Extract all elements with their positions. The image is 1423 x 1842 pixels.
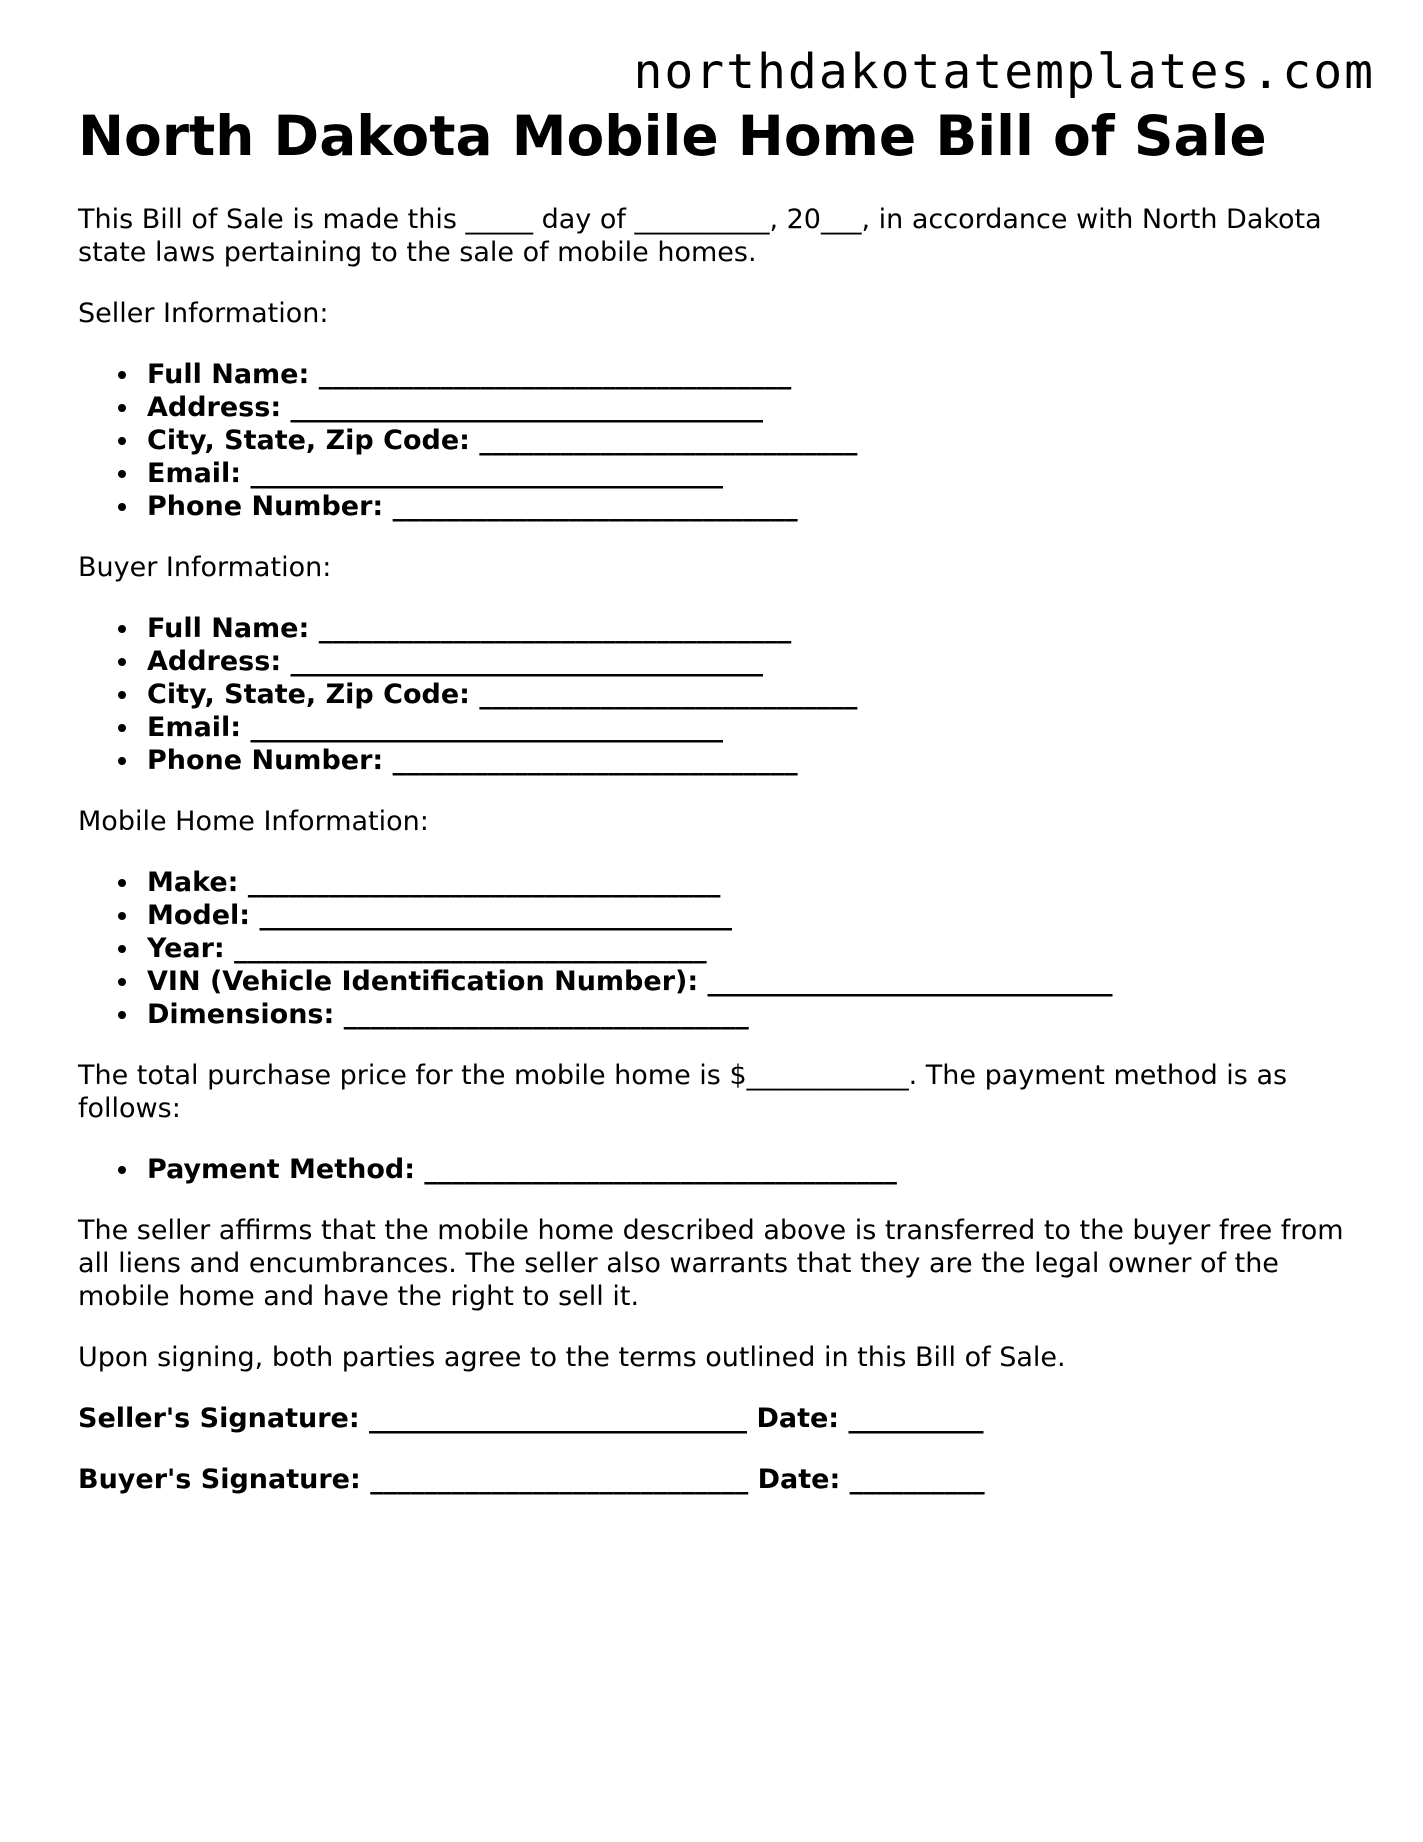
- affirmation-paragraph: The seller affirms that the mobile home described above is transferred to the buyer free from all liens and encumbrances. The seller also warrants that they are the legal owner of the mobile home and have the right to sell it.: [78, 1215, 1344, 1312]
- model-field: Model: ___________________________________: [118, 899, 1348, 932]
- buyer-city-state-zip-field: City, State, Zip Code: ____________________________: [118, 678, 1348, 711]
- mobile-home-heading: Mobile Home Information:: [78, 806, 429, 837]
- site-watermark: northdakotatemplates.com: [633, 44, 1375, 100]
- mobile-home-field-list: [78, 866, 1348, 1031]
- seller-full-name-field: Full Name: ___________________________________: [118, 358, 1348, 391]
- dimensions-field: Dimensions: ______________________________: [118, 998, 1348, 1031]
- seller-city-state-zip-field: City, State, Zip Code: ____________________________: [118, 424, 1348, 457]
- seller-field-list: [78, 358, 1348, 523]
- make-field: Make: ___________________________________: [118, 866, 1348, 899]
- seller-address-field: Address: ___________________________________: [118, 391, 1348, 424]
- buyer-heading: Buyer Information:: [78, 552, 332, 583]
- intro-paragraph: This Bill of Sale is made this _____ day of __________, 20___, in accordance with North Dakota state laws pertaining to the sale of mobile homes.: [78, 204, 1322, 268]
- payment-field-list: [78, 1153, 1348, 1186]
- seller-heading: Seller Information:: [78, 298, 329, 329]
- seller-email-field: Email: ___________________________________: [118, 457, 1348, 490]
- year-field: Year: ___________________________________: [118, 932, 1348, 965]
- agreement-paragraph: Upon signing, both parties agree to the terms outlined in this Bill of Sale.: [78, 1342, 1066, 1373]
- price-paragraph: The total purchase price for the mobile home is $____________. The payment method is as follows:: [78, 1060, 1288, 1124]
- payment-method-field: Payment Method: ___________________________________: [118, 1153, 1348, 1186]
- document-body: [78, 203, 1348, 1524]
- buyer-email-field: Email: ___________________________________: [118, 711, 1348, 744]
- buyer-field-list: [78, 612, 1348, 777]
- vin-field: VIN (Vehicle Identification Number): ______________________________: [118, 965, 1348, 998]
- seller-signature-line: Seller's Signature: ____________________________ Date: __________: [78, 1403, 984, 1434]
- buyer-full-name-field: Full Name: ___________________________________: [118, 612, 1348, 645]
- buyer-address-field: Address: ___________________________________: [118, 645, 1348, 678]
- buyer-signature-line: Buyer's Signature: ____________________________ Date: __________: [78, 1464, 985, 1495]
- document-title: North Dakota Mobile Home Bill of Sale: [78, 104, 1267, 168]
- buyer-phone-field: Phone Number: ______________________________: [118, 744, 1348, 777]
- seller-phone-field: Phone Number: ______________________________: [118, 490, 1348, 523]
